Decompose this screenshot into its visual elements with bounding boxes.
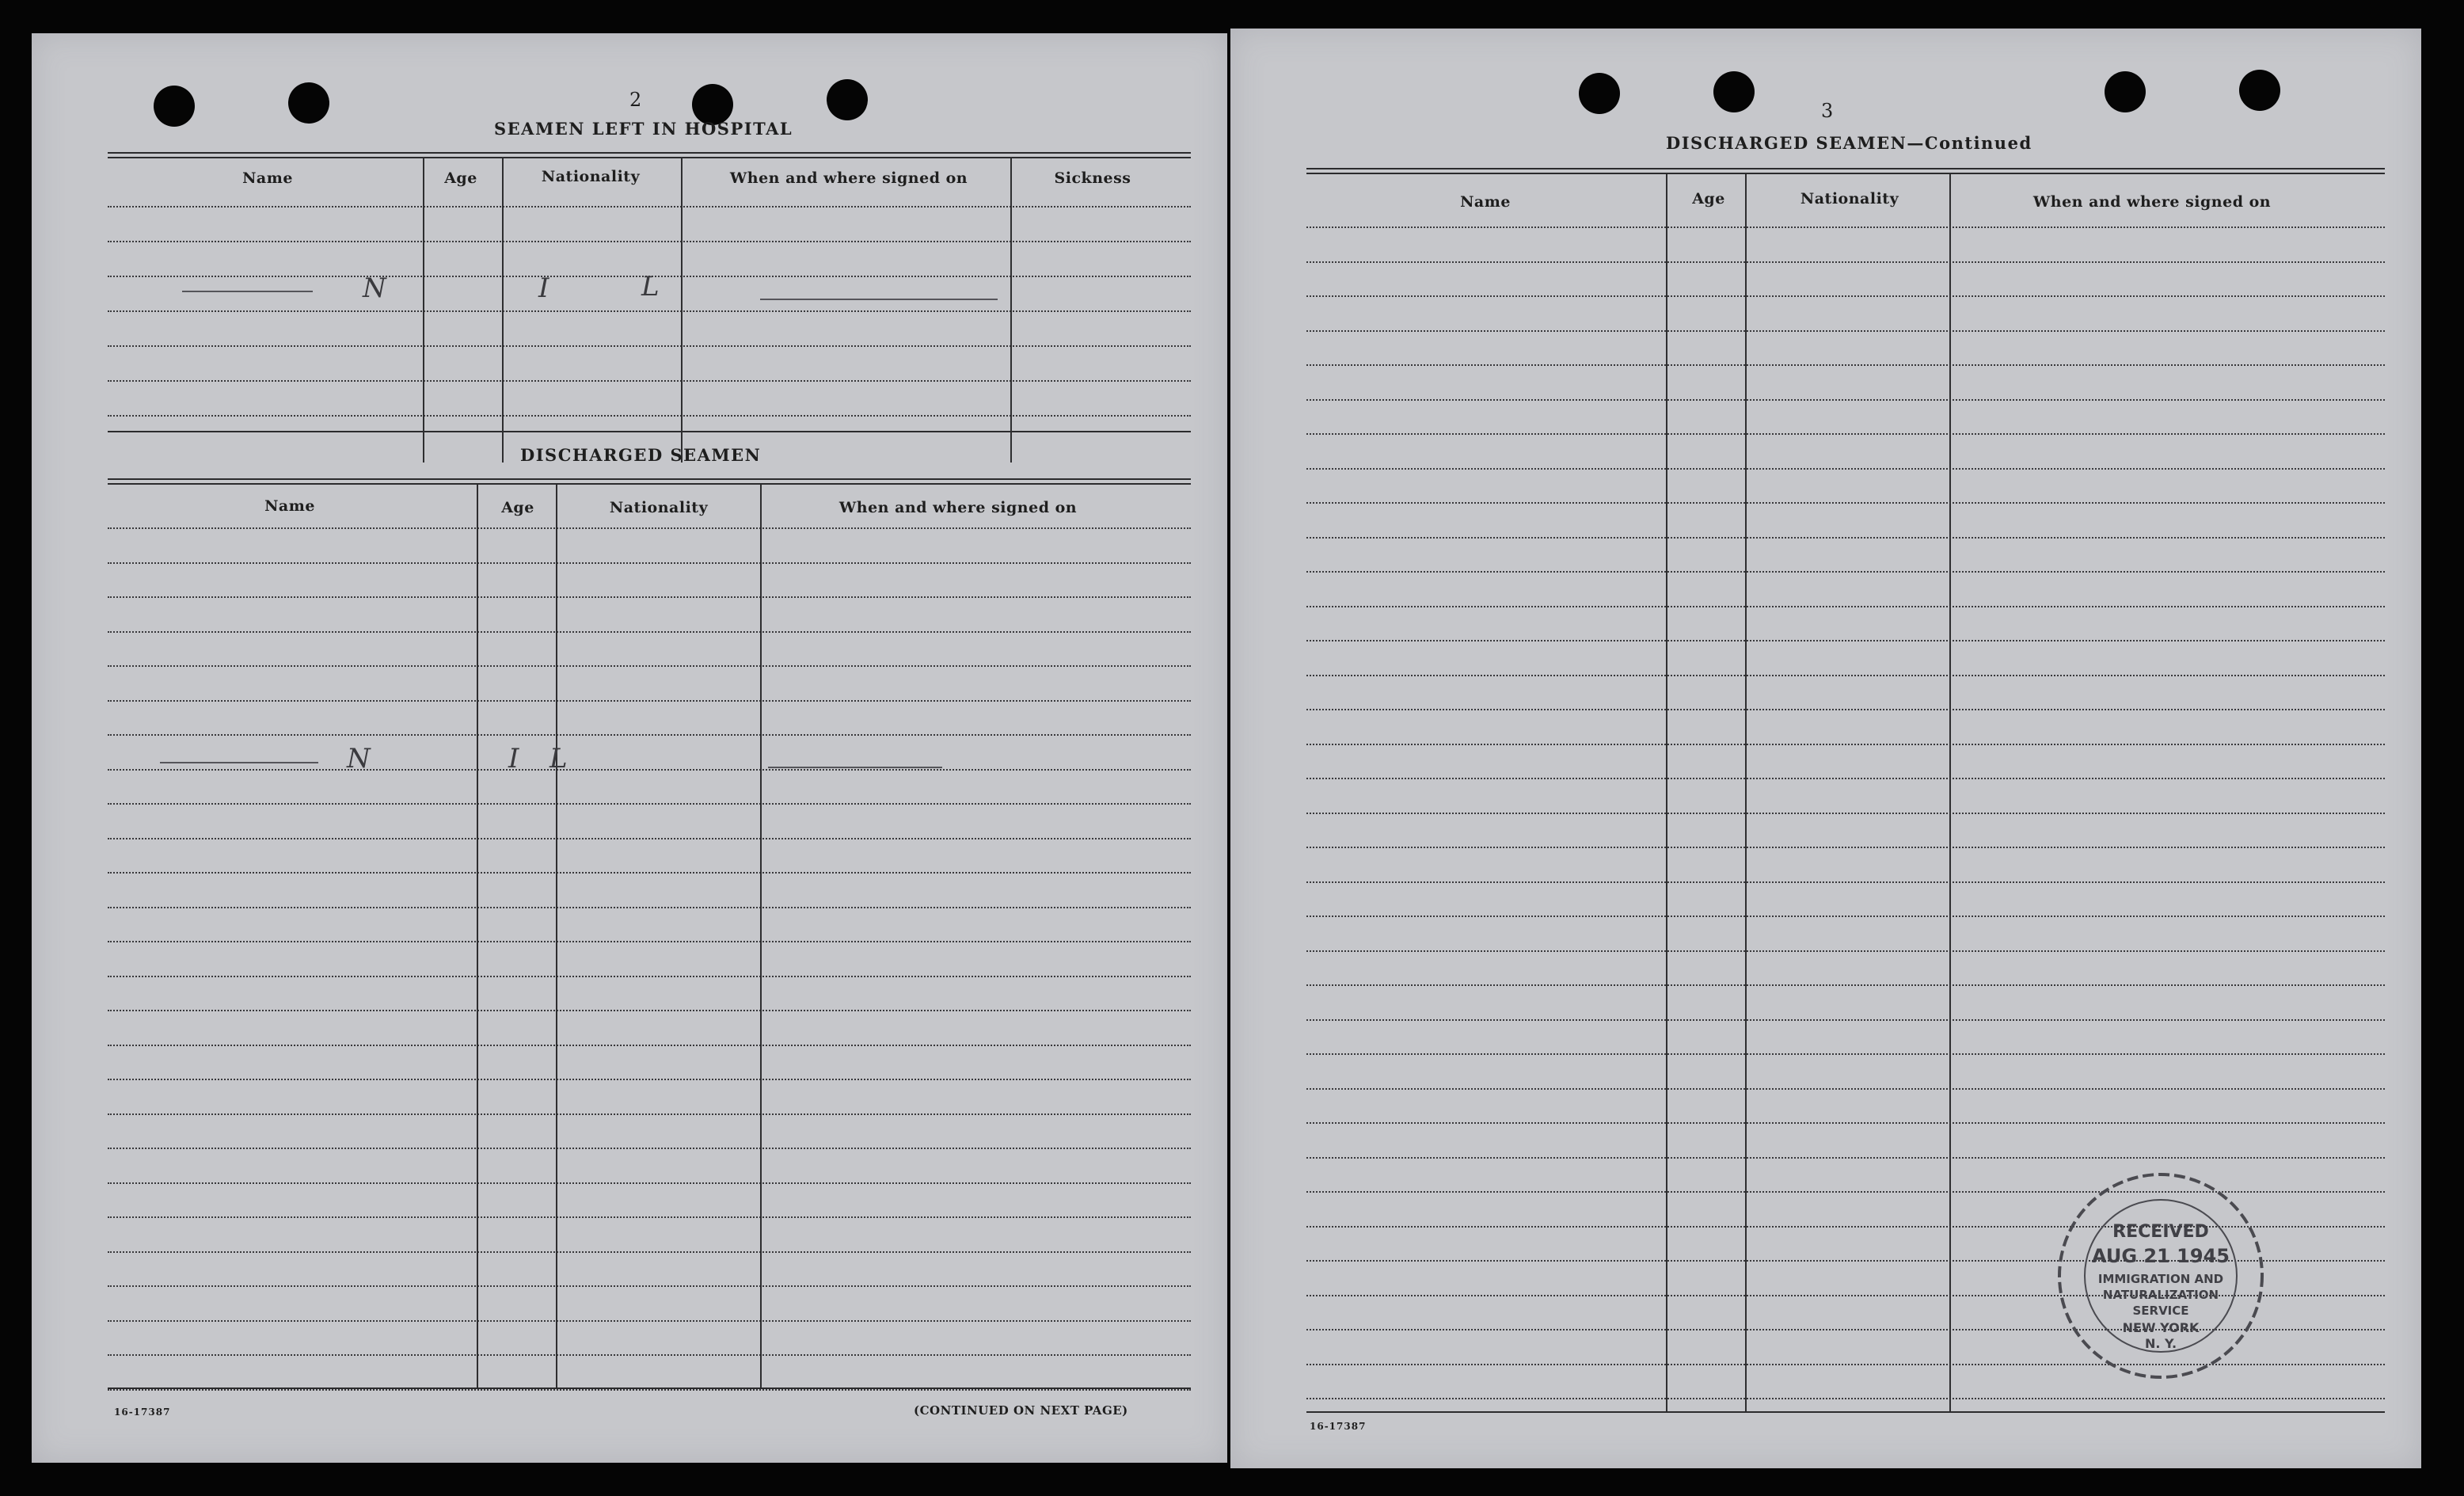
table-row-rule bbox=[1306, 847, 2385, 848]
punch-hole bbox=[154, 86, 195, 127]
form-number: 16-17387 bbox=[114, 1407, 171, 1418]
table-row-rule bbox=[1306, 640, 2385, 641]
received-stamp bbox=[2054, 1169, 2268, 1383]
table-row-rule bbox=[108, 1045, 1191, 1046]
column-divider bbox=[1010, 157, 1012, 463]
table-row-rule bbox=[108, 1079, 1191, 1080]
table-row-rule bbox=[1306, 502, 2385, 504]
punch-hole bbox=[288, 82, 329, 124]
table-row-rule bbox=[108, 310, 1191, 312]
table-row-rule bbox=[1306, 295, 2385, 297]
punch-hole bbox=[2105, 71, 2146, 112]
table-row-rule bbox=[108, 1113, 1191, 1115]
continued-note: (CONTINUED ON NEXT PAGE) bbox=[914, 1403, 1128, 1418]
table-row-rule bbox=[1306, 537, 2385, 539]
table-row-rule bbox=[108, 1354, 1191, 1356]
table-row-rule bbox=[1306, 606, 2385, 607]
table-row-rule bbox=[108, 803, 1191, 805]
column-divider bbox=[1745, 174, 1747, 1411]
table-top-rule bbox=[108, 152, 1191, 154]
page-number: 3 bbox=[1821, 100, 1834, 122]
right-col-nationality: Nationality bbox=[1800, 190, 1899, 207]
table-row-rule bbox=[1306, 261, 2385, 263]
table-row-rule bbox=[108, 872, 1191, 874]
handwritten-letter: I bbox=[538, 272, 549, 304]
column-divider bbox=[1949, 174, 1951, 1411]
handwritten-dash bbox=[182, 291, 313, 292]
table-row-rule bbox=[1306, 1122, 2385, 1124]
table-row-rule bbox=[1306, 915, 2385, 917]
table-row-rule bbox=[108, 665, 1191, 667]
table-row-rule bbox=[1306, 468, 2385, 470]
column-divider bbox=[681, 157, 683, 463]
stamp-line-received: RECEIVED bbox=[2112, 1222, 2209, 1242]
table-row-rule bbox=[108, 241, 1191, 242]
right-col-age: Age bbox=[1692, 190, 1725, 207]
table-row-rule bbox=[108, 345, 1191, 347]
column-divider bbox=[556, 485, 557, 1388]
hospital-col-age: Age bbox=[444, 169, 477, 187]
table-row-rule bbox=[108, 1251, 1191, 1253]
stamp-line-agency-2: NATURALIZATION bbox=[2102, 1288, 2219, 1302]
column-divider bbox=[502, 157, 504, 463]
stamp-line-agency-1: IMMIGRATION AND bbox=[2097, 1272, 2224, 1286]
table-row-rule bbox=[108, 631, 1191, 633]
stamp-line-state: N. Y. bbox=[2144, 1336, 2177, 1351]
handwritten-dash bbox=[160, 762, 318, 763]
table-row-rule bbox=[1306, 226, 2385, 228]
handwritten-letter: N bbox=[363, 272, 386, 304]
table-top-rule bbox=[108, 483, 1191, 485]
table-row-rule bbox=[108, 838, 1191, 839]
hospital-col-name: Name bbox=[242, 169, 293, 187]
table-row-rule bbox=[108, 907, 1191, 908]
table-bottom-rule bbox=[1306, 1411, 2385, 1413]
table-row-rule bbox=[1306, 1088, 2385, 1090]
table-row-rule bbox=[108, 1285, 1191, 1287]
table-row-rule bbox=[108, 380, 1191, 382]
handwritten-letter: N bbox=[347, 743, 371, 775]
table-bottom-rule bbox=[108, 1388, 1191, 1389]
table-row-rule bbox=[1306, 1053, 2385, 1055]
table-bottom-rule bbox=[108, 431, 1191, 432]
hospital-col-signed-on: When and where signed on bbox=[729, 169, 968, 187]
table-row-rule bbox=[108, 734, 1191, 736]
table-row-rule bbox=[1306, 1019, 2385, 1021]
table-row-rule bbox=[108, 527, 1191, 529]
punch-hole bbox=[1579, 73, 1620, 114]
table-row-rule bbox=[108, 941, 1191, 942]
form-number: 16-17387 bbox=[1310, 1421, 1367, 1432]
punch-hole bbox=[1713, 71, 1755, 112]
discharged-col-name: Name bbox=[264, 497, 315, 515]
table-row-rule bbox=[108, 1182, 1191, 1184]
table-row-rule bbox=[1306, 881, 2385, 883]
page-number: 2 bbox=[629, 89, 642, 111]
handwritten-letter: I bbox=[508, 743, 519, 775]
column-divider bbox=[423, 157, 424, 463]
table-row-rule bbox=[1306, 364, 2385, 366]
table-row-rule bbox=[1306, 433, 2385, 435]
table-top-rule bbox=[108, 478, 1191, 480]
table-row-rule bbox=[108, 1010, 1191, 1011]
stamp-line-date: AUG 21 1945 bbox=[2092, 1245, 2230, 1267]
table-row-rule bbox=[108, 1320, 1191, 1322]
table-row-rule bbox=[108, 1216, 1191, 1218]
right-page bbox=[1230, 29, 2421, 1468]
table-row-rule bbox=[108, 562, 1191, 564]
table-row-rule bbox=[1306, 984, 2385, 986]
column-divider bbox=[1666, 174, 1667, 1411]
discharged-section-title: DISCHARGED SEAMEN bbox=[520, 445, 762, 465]
column-divider bbox=[477, 485, 478, 1388]
table-row-rule bbox=[108, 976, 1191, 977]
table-row-rule bbox=[1306, 778, 2385, 779]
table-row-rule bbox=[108, 769, 1191, 771]
table-row-rule bbox=[1306, 675, 2385, 676]
table-top-rule bbox=[1306, 173, 2385, 174]
right-col-signed-on: When and where signed on bbox=[2032, 193, 2272, 211]
table-row-rule bbox=[1306, 571, 2385, 573]
column-divider bbox=[760, 485, 762, 1388]
table-row-rule bbox=[1306, 399, 2385, 401]
table-row-rule bbox=[1306, 950, 2385, 952]
right-col-name: Name bbox=[1460, 193, 1511, 211]
hospital-col-sickness: Sickness bbox=[1054, 169, 1131, 187]
table-row-rule bbox=[1306, 813, 2385, 814]
table-row-rule bbox=[1306, 1398, 2385, 1399]
handwritten-letter: L bbox=[641, 271, 660, 303]
table-row-rule bbox=[108, 1148, 1191, 1149]
left-page bbox=[32, 33, 1227, 1463]
table-row-rule bbox=[1306, 709, 2385, 710]
table-row-rule bbox=[108, 596, 1191, 598]
discharged-col-signed-on: When and where signed on bbox=[838, 499, 1078, 516]
table-row-rule bbox=[1306, 744, 2385, 745]
punch-hole bbox=[2239, 70, 2280, 111]
hospital-section-title: SEAMEN LEFT IN HOSPITAL bbox=[494, 119, 793, 139]
table-row-rule bbox=[1306, 1157, 2385, 1159]
stamp-line-agency-3: SERVICE bbox=[2132, 1304, 2189, 1318]
stamp-line-city: NEW YORK bbox=[2122, 1320, 2200, 1335]
handwritten-dash bbox=[760, 299, 998, 300]
punch-hole bbox=[827, 79, 868, 120]
table-row-rule bbox=[108, 206, 1191, 207]
handwritten-dash bbox=[768, 767, 942, 768]
handwritten-letter: L bbox=[549, 743, 568, 775]
discharged-col-nationality: Nationality bbox=[609, 499, 709, 516]
hospital-col-nationality: Nationality bbox=[541, 168, 641, 185]
table-row-rule bbox=[108, 415, 1191, 417]
table-row-rule bbox=[108, 700, 1191, 702]
table-top-rule bbox=[108, 157, 1191, 158]
table-top-rule bbox=[1306, 168, 2385, 169]
discharged-col-age: Age bbox=[501, 499, 534, 516]
table-row-rule bbox=[1306, 330, 2385, 332]
discharged-continued-title: DISCHARGED SEAMEN—Continued bbox=[1666, 133, 2032, 153]
